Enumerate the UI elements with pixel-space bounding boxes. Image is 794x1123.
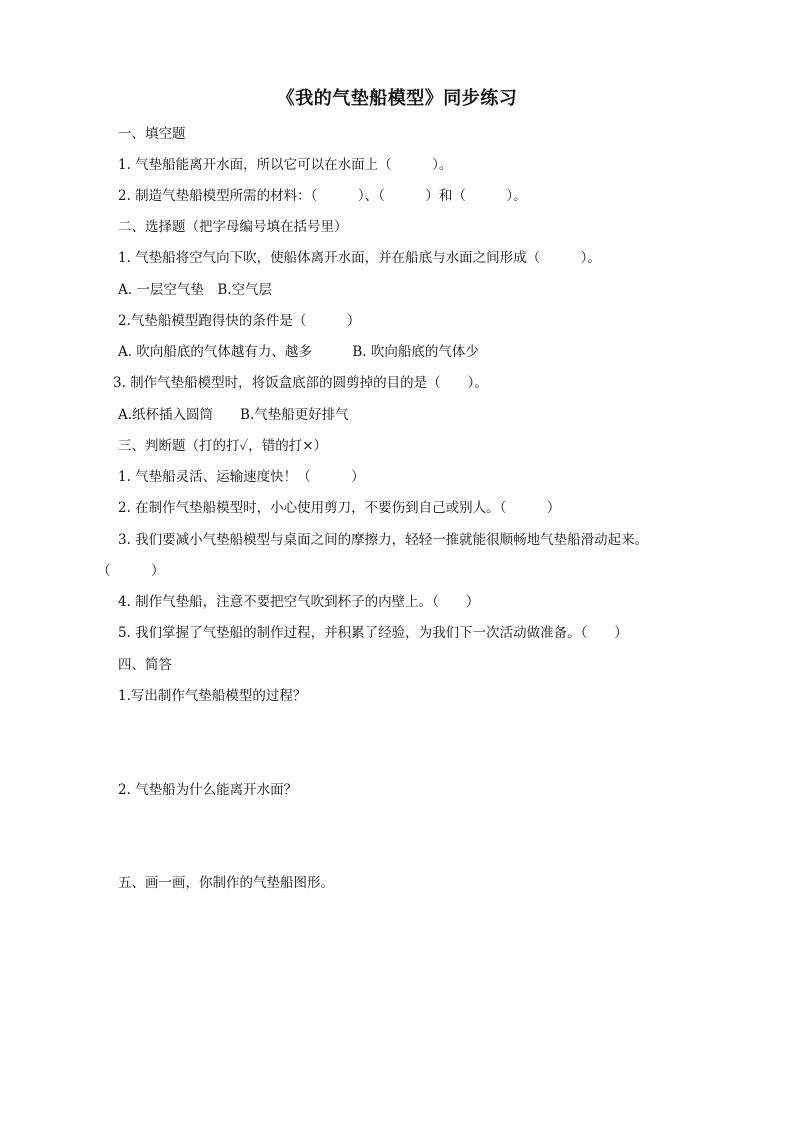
question-text: 1. 气垫船能离开水面，所以它可以在水面上（ ）。 — [118, 157, 453, 173]
question-text: 2. 在制作气垫船模型时，小心使用剪刀，不要伤到自己或别人。（ ） — [118, 500, 561, 516]
question-text: 1.写出制作气垫船模型的过程？ — [118, 688, 307, 704]
section-judge-heading: 三、判断题（打的打✓，错的打×） — [118, 438, 328, 454]
question-text: 5. 我们掌握了气垫船的制作过程，并积累了经验，为我们下一次活动做准备。（ ） — [118, 625, 628, 641]
section-fill-blank-heading: 一、填空题 — [118, 126, 186, 142]
question-text: 4. 制作气垫船，注意不要把空气吹到杯子的内壁上。（ ） — [118, 594, 480, 610]
answer-options: A.纸杯插入圆筒 B.气垫船更好排气 — [118, 407, 349, 423]
answer-options: A. 吹向船底的气体越有力、越多 B. 吹向船底的气体少 — [118, 344, 479, 360]
page-title: 《我的气垫船模型》同步练习 — [276, 88, 518, 109]
question-text: 3. 制作气垫船模型时，将饭盒底部的圆剪掉的目的是（ ）。 — [113, 375, 488, 391]
section-choice-heading: 二、选择题（把字母编号填在括号里） — [118, 219, 348, 235]
question-text: 3. 我们要减小气垫船模型与桌面之间的摩擦力，轻轻一推就能很顺畅地气垫船滑动起来。 — [118, 532, 649, 548]
question-text: 1. 气垫船灵活、运输速度快！（ ） — [118, 469, 365, 485]
question-text: 2.气垫船模型跑得快的条件是（ ） — [118, 313, 361, 329]
section-short-answer-heading: 四、简答 — [118, 657, 172, 673]
answer-options: A. 一层空气垫 B.空气层 — [118, 282, 273, 298]
section-drawing-heading: 五、画一画，你制作的气垫船图形。 — [118, 875, 334, 891]
answer-blank: （ ） — [97, 563, 165, 579]
question-text: 2. 制造气垫船模型所需的材料：（ ）、（ ）和（ ）。 — [118, 188, 527, 204]
question-text: 2. 气垫船为什么能离开水面？ — [118, 782, 298, 798]
question-text: 1. 气垫船将空气向下吹，使船体离开水面，并在船底与水面之间形成（ ）。 — [118, 250, 601, 266]
